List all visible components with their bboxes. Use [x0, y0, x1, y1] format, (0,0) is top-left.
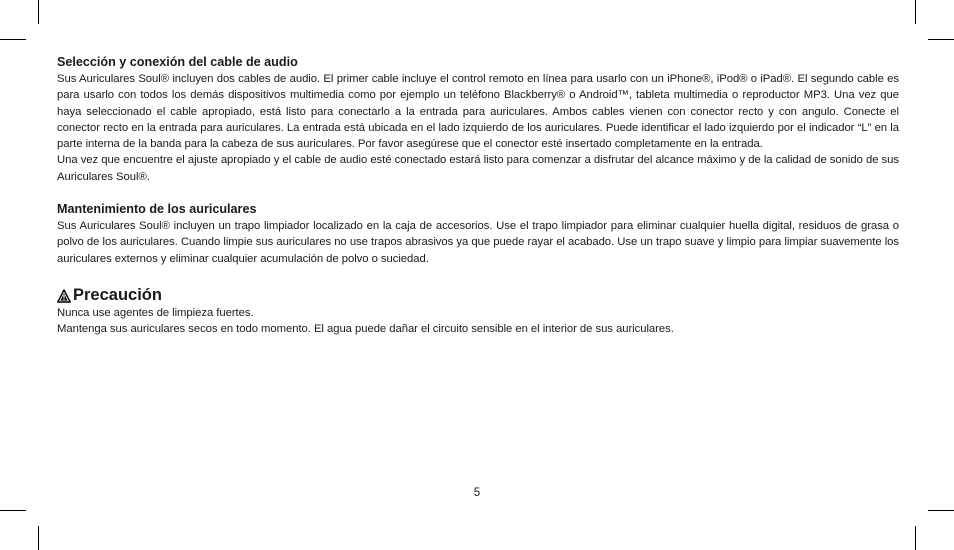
cable-paragraph-2: Una vez que encuentre el ajuste apropiado y el cable de audio esté conectado estará listo para comenzar a disfrutar del alcance máximo y de la calidad de sonido de sus Auriculares Soul®. [57, 154, 899, 183]
maintenance-paragraph: Sus Auriculares Soul® incluyen un trapo limpiador localizado en la caja de accesorios. Use el trapo limpiador para eliminar cualquier huella digital, residuos de grasa o polvo de los auriculares. Cuando limpie sus auriculares no use trapos abrasivos ya que puede rayar el acabado. Use un trapo suave y limpio para limpiar suavemente los auriculares externos y eliminar cualquier acumulación de polvo o suciedad. [57, 220, 899, 265]
page-number: 5 [473, 487, 481, 499]
crop-mark [928, 510, 954, 511]
crop-mark [915, 0, 916, 24]
crop-mark [0, 39, 26, 40]
caution-line-2: Mantenga sus auriculares secos en todo momento. El agua puede dañar el circuito sensible en el interior de sus auriculares. [57, 323, 674, 336]
cable-paragraph-1: Sus Auriculares Soul® incluyen dos cables de audio. El primer cable incluye el control remoto en línea para usarlo con un iPhone®, iPod® o iPad®. El segundo cable es para usarlo con todos los demás dispositivos multimedia como por ejemplo un teléfono Blackberry® o Android™, tableta multimedia o reproductor MP3. Una vez que haya seleccionado el cable apropiado, está listo para conectarlo a la entrada para auriculares. Ambos cables vienen con conector recto y con angulo. Conecte el conector recto en la entrada para auriculares. La entrada está ubicada en el lado izquierdo de los auriculares. Puede identificar el lado izquierdo por el indicador “L” en la parte interna de la banda para la cabeza de sus auriculares. Por favor asegúrese que el conector esté insertado completamente en la entrada. [57, 73, 899, 151]
caution-title-text: Precaución [73, 285, 162, 304]
page-content [57, 54, 899, 338]
section-heading-cable: Selección y conexión del cable de audio [57, 55, 298, 69]
crop-mark [915, 526, 916, 550]
crop-mark [0, 510, 26, 511]
crop-mark [38, 0, 39, 24]
crop-mark [928, 39, 954, 40]
caution-heading [57, 285, 899, 305]
warning-triangle-icon [57, 288, 71, 302]
crop-mark [38, 526, 39, 550]
caution-line-1: Nunca use agentes de limpieza fuertes. [57, 306, 254, 319]
section-heading-maintenance: Mantenimiento de los auriculares [57, 202, 257, 217]
